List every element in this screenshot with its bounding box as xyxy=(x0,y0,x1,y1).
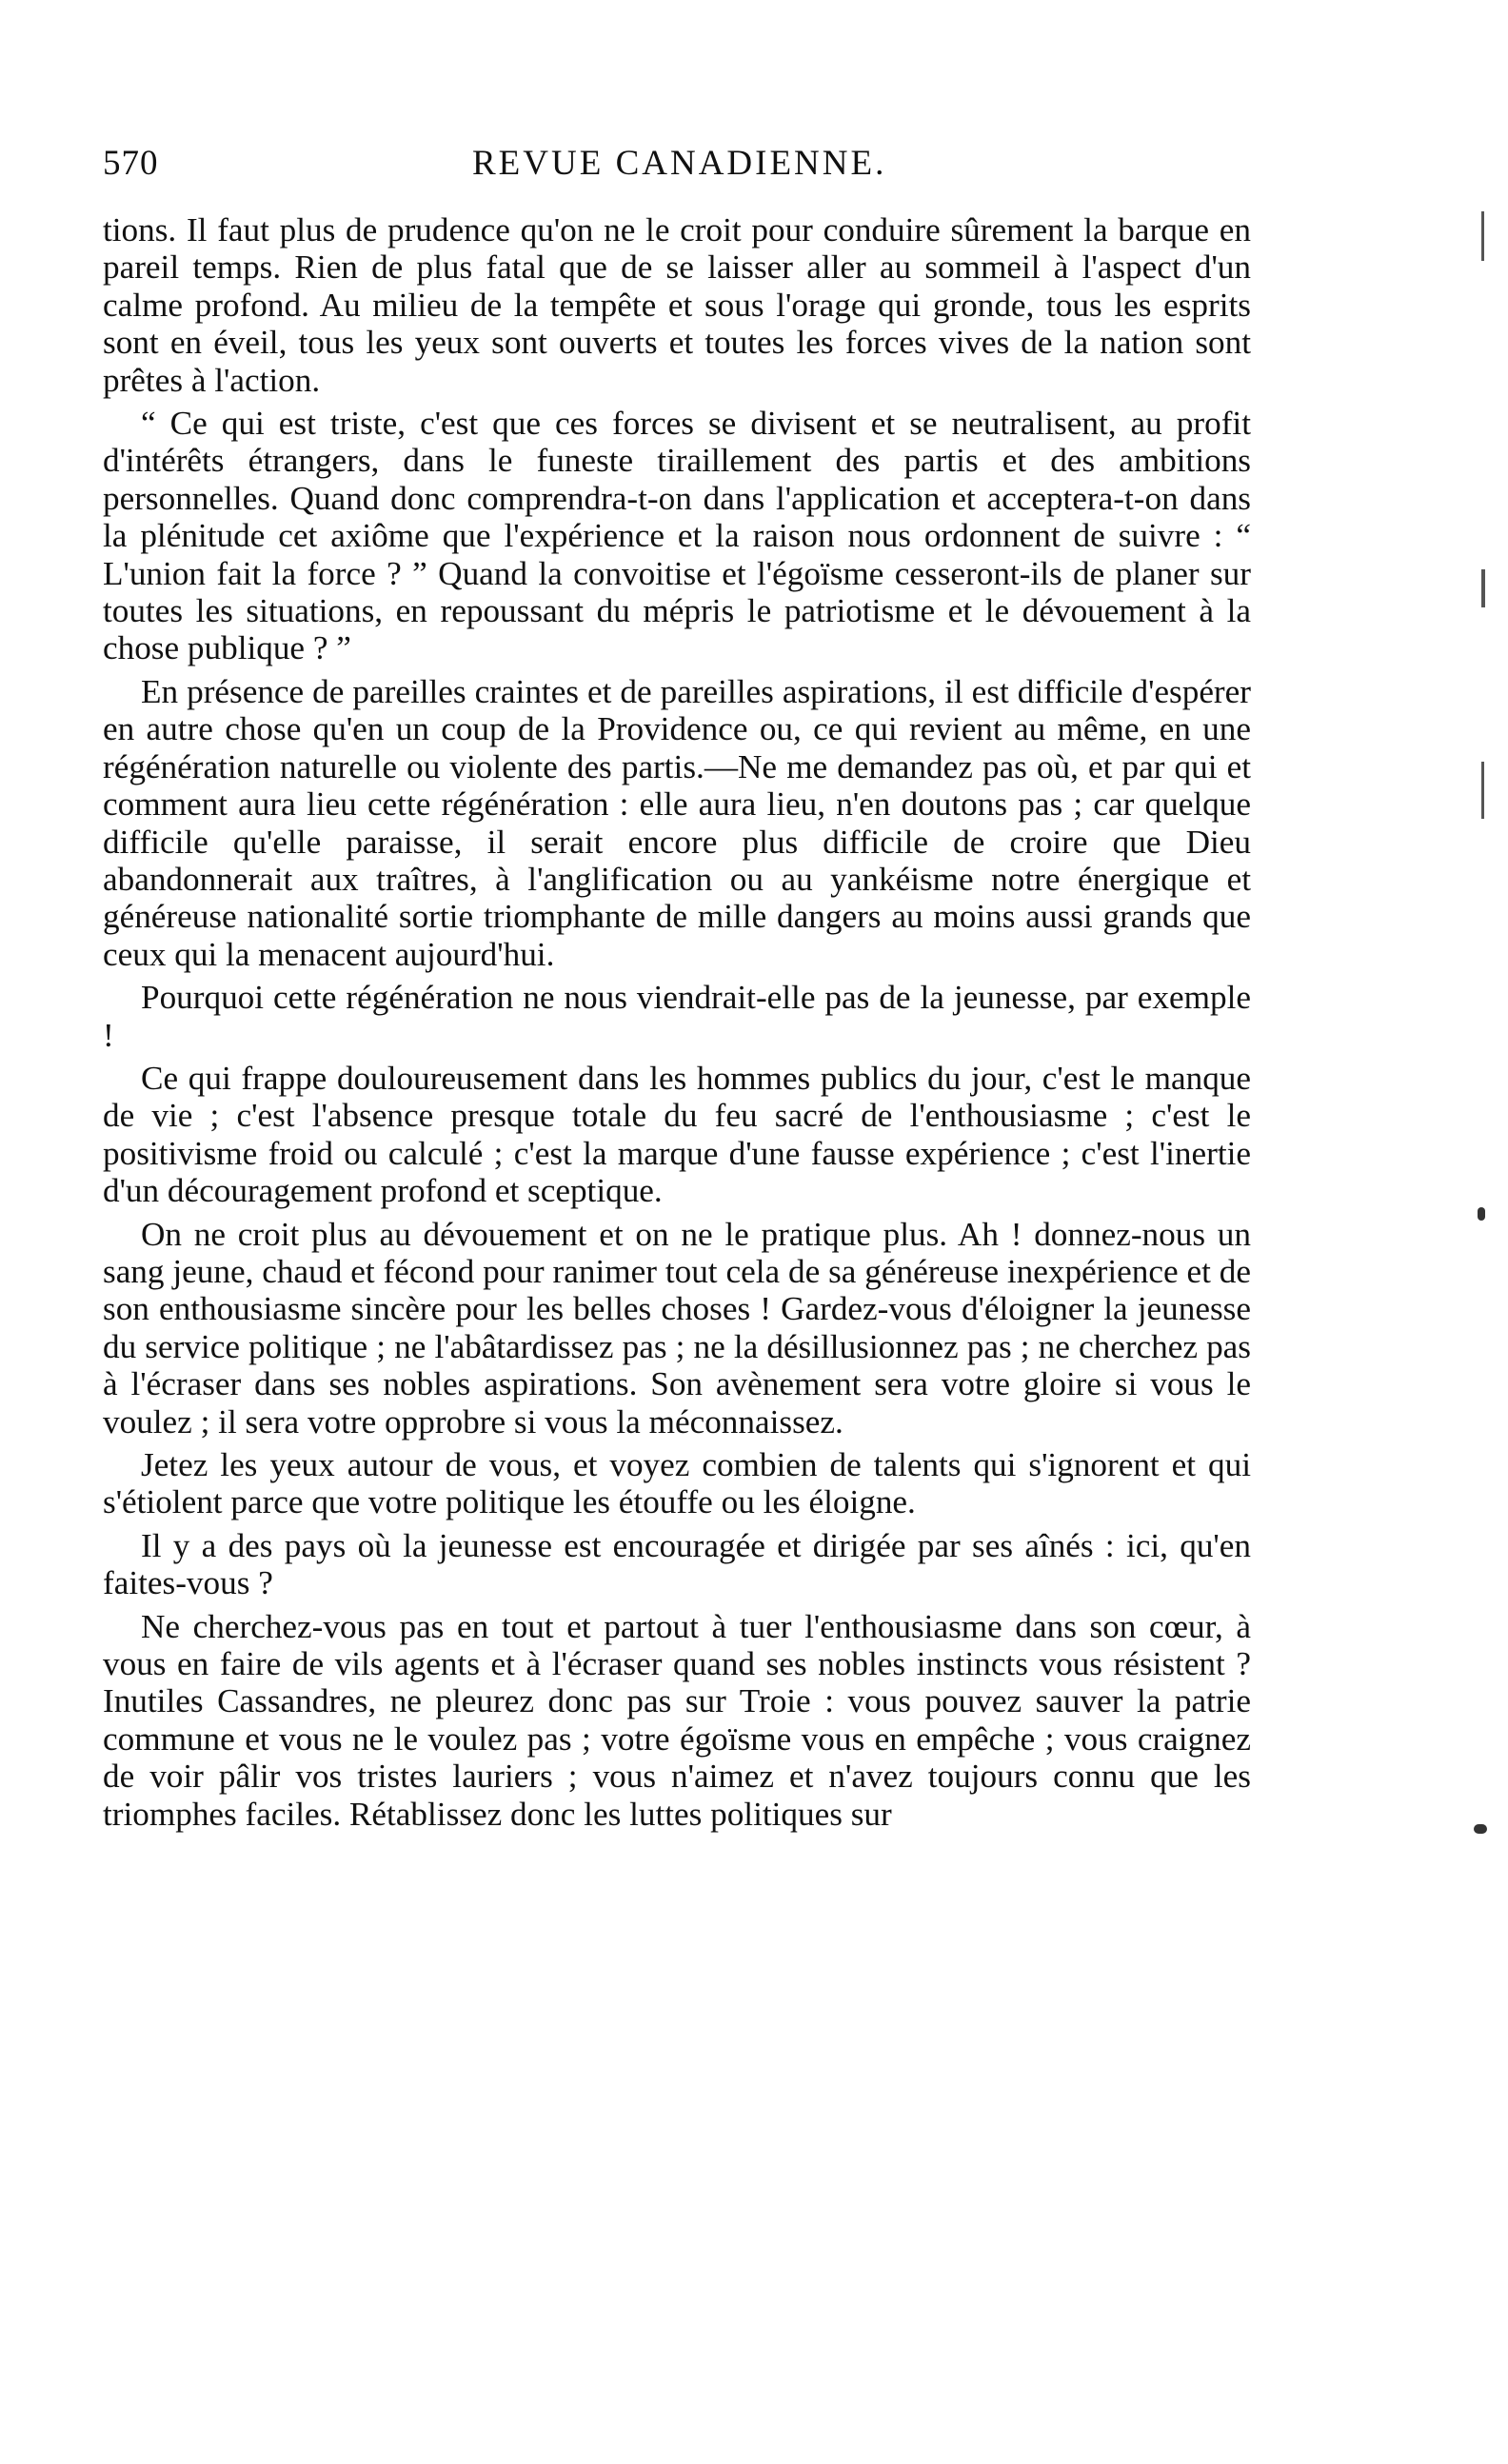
paragraph-9: Ne cherchez-vous pas en tout et partout à tuer l'enthousiasme dans son cœur, à vous en faire de vils agents et à l'écraser quand ses nobles instincts vous résistent ? Inutiles Cassandres, ne pleurez donc pas sur Troie : vous pouvez sauver la patrie commune et vous ne le voulez pas ; votre égoïsme vous en empêche ; vous craignez de voir pâlir vos tristes lauriers ; vous n'aimez et n'avez toujours connu que les triomphes faciles. Rétablissez donc les luttes politiques sur xyxy=(103,1607,1251,1833)
body-text xyxy=(103,211,1251,1838)
page-header xyxy=(103,143,1255,200)
paragraph-7: Jetez les yeux autour de vous, et voyez combien de talents qui s'ignorent et qui s'étiolent parce que votre politique les étouffe ou les éloigne. xyxy=(103,1446,1251,1521)
margin-mark xyxy=(1481,762,1484,819)
paragraph-6: On ne croit plus au dévouement et on ne le pratique plus. Ah ! donnez-nous un sang jeune, chaud et fécond pour ranimer tout cela de sa généreuse inexpérience et de son enthousiasme sincère pour les belles choses ! Gardez-vous d'éloigner la jeunesse du service politique ; ne l'abâtardissez pas ; ne la désillusionnez pas ; ne cherchez pas à l'écraser dans ses nobles aspirations. Son avènement sera votre gloire si vous le voulez ; il sera votre opprobre si vous la méconnaissez. xyxy=(103,1215,1251,1441)
paragraph-8: Il y a des pays où la jeunesse est encouragée et dirigée par ses aînés : ici, qu'en faites-vous ? xyxy=(103,1526,1251,1602)
page-number: 570 xyxy=(103,144,159,183)
paragraph-3: En présence de pareilles craintes et de pareilles aspirations, il est difficile d'espérer en autre chose qu'en un coup de la Providence ou, ce qui revient au même, en une régénération naturelle ou violente des partis.—Ne me demandez pas où, et par qui et comment aura lieu cette régénération : elle aura lieu, n'en doutons pas ; car quelque difficile qu'elle paraisse, il serait encore plus difficile de croire que Dieu abandonnerait aux traîtres, à l'anglification ou au yankéisme notre énergique et généreuse nationalité sortie triomphante de mille dangers au moins aussi grands que ceux qui la menacent aujourd'hui. xyxy=(103,672,1251,973)
margin-mark xyxy=(1474,1824,1487,1834)
margin-mark xyxy=(1478,1207,1485,1221)
margin-mark xyxy=(1481,569,1485,607)
paragraph-2: “ Ce qui est triste, c'est que ces forces se divisent et se neutralisent, au profit d'intérêts étrangers, dans le funeste tiraillement des partis et des ambitions personnelles. Quand donc comprendra-t-on dans l'application et acceptera-t-on dans la plénitude cet axiôme que l'expérience et la raison nous ordonnent de suivre : “ L'union fait la force ? ” Quand la convoitise et l'égoïsme cesseront-ils de planer sur toutes les situations, en repoussant du mépris le patriotisme et le dévouement à la chose publique ? ” xyxy=(103,405,1251,667)
paragraph-1: tions. Il faut plus de prudence qu'on ne le croit pour conduire sûrement la barque en pareil temps. Rien de plus fatal que de se laisser aller au sommeil à l'aspect d'un calme profond. Au milieu de la tempête et sous l'orage qui gronde, tous les esprits sont en éveil, tous les yeux sont ouverts et toutes les forces vives de la nation sont prêtes à l'action. xyxy=(103,211,1251,399)
running-title: REVUE CANADIENNE. xyxy=(472,144,887,183)
paragraph-5: Ce qui frappe douloureusement dans les hommes publics du jour, c'est le manque de vie ; c'est l'absence presque totale du feu sacré de l'enthousiasme ; c'est le positivisme froid ou calculé ; c'est la marque d'une fausse expérience ; c'est l'inertie d'un découragement profond et sceptique. xyxy=(103,1059,1251,1210)
margin-mark xyxy=(1481,211,1484,261)
paragraph-4: Pourquoi cette régénération ne nous viendrait-elle pas de la jeunesse, par exemple ! xyxy=(103,979,1251,1054)
